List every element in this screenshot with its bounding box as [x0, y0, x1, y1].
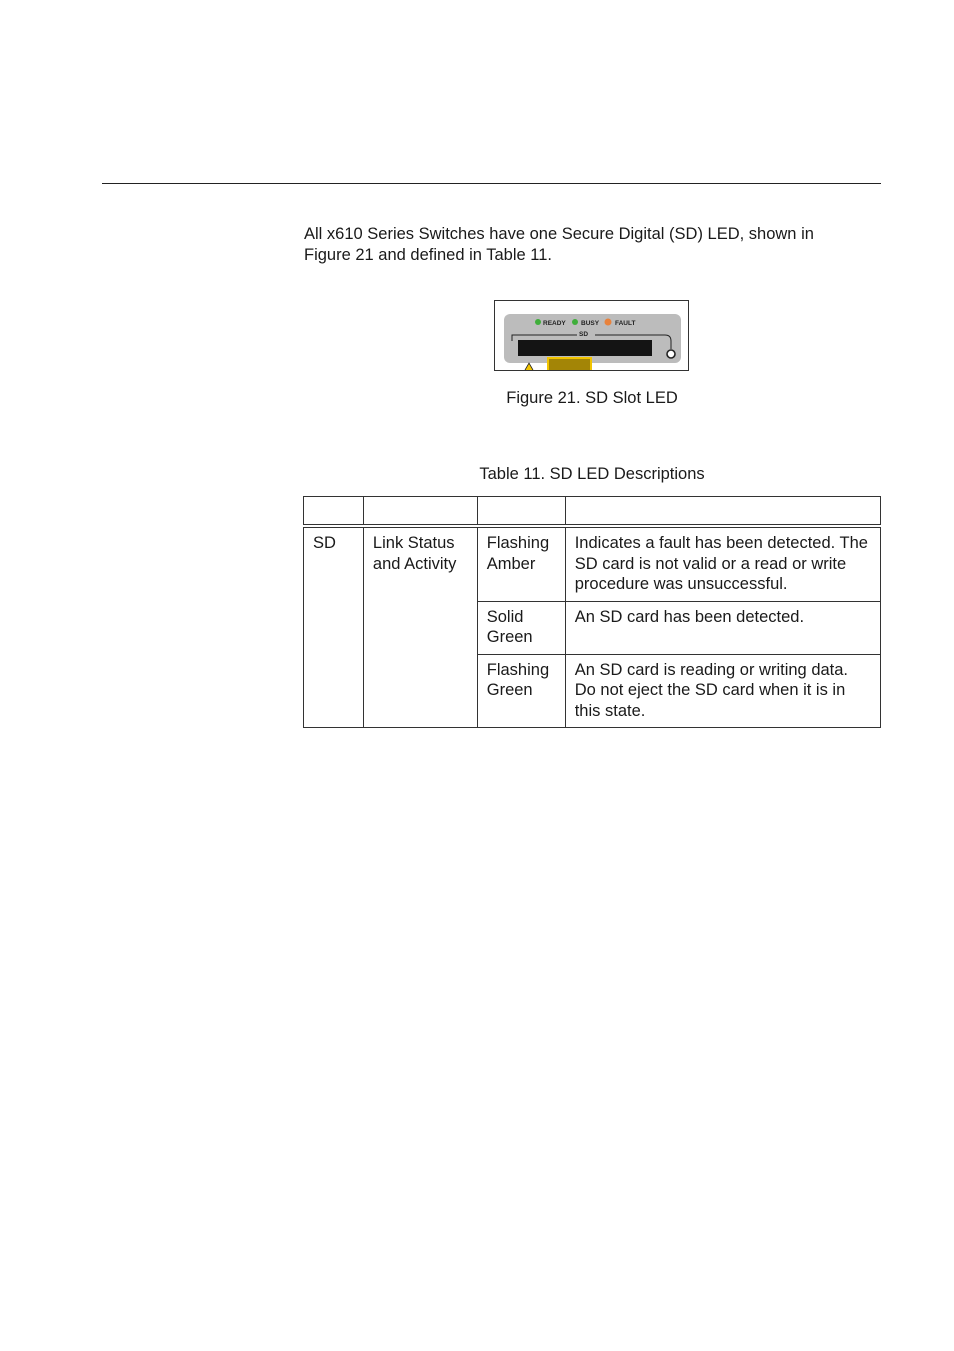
table-row [304, 526, 881, 601]
table-caption: Table 11. SD LED Descriptions [479, 465, 705, 483]
state-cell: Solid Green [477, 601, 565, 654]
led-cell: SD [304, 526, 364, 728]
ready-label: READY [543, 320, 566, 327]
sd-slot-illustration [495, 301, 688, 370]
ready-led-indicator [535, 319, 541, 325]
description-cell: Indicates a fault has been detected. The SD card is not valid or a read or write procedure was unsuccessful. [565, 526, 880, 601]
fault-led-indicator [605, 319, 612, 326]
state-cell: Flashing Amber [477, 526, 565, 601]
header-cell [477, 497, 565, 527]
state-cell: Flashing Green [477, 654, 565, 728]
header-cell [363, 497, 477, 527]
fault-label: FAULT [615, 320, 636, 327]
function-cell: Link Status and Activity [363, 526, 477, 728]
warning-icon [525, 363, 533, 370]
table-header-row [304, 497, 881, 527]
intro-paragraph: All x610 Series Switches have one Secure Digital (SD) LED, shown in Figure 21 and defined in Table 11. [304, 225, 814, 264]
header-cell [565, 497, 880, 527]
sd-card-slot [518, 340, 652, 356]
sd-slot-figure [494, 300, 689, 371]
header-cell [304, 497, 364, 527]
figure-caption: Figure 21. SD Slot LED [506, 389, 678, 407]
busy-led-indicator [572, 319, 578, 325]
eject-button [667, 350, 675, 358]
description-cell: An SD card has been detected. [565, 601, 880, 654]
sd-card-shadow [549, 359, 590, 370]
sd-led-table [303, 496, 881, 728]
sd-label: SD [579, 331, 589, 338]
description-cell: An SD card is reading or writing data. Do not eject the SD card when it is in this state. [565, 654, 880, 728]
header-rule [102, 183, 881, 184]
busy-label: BUSY [581, 320, 600, 327]
